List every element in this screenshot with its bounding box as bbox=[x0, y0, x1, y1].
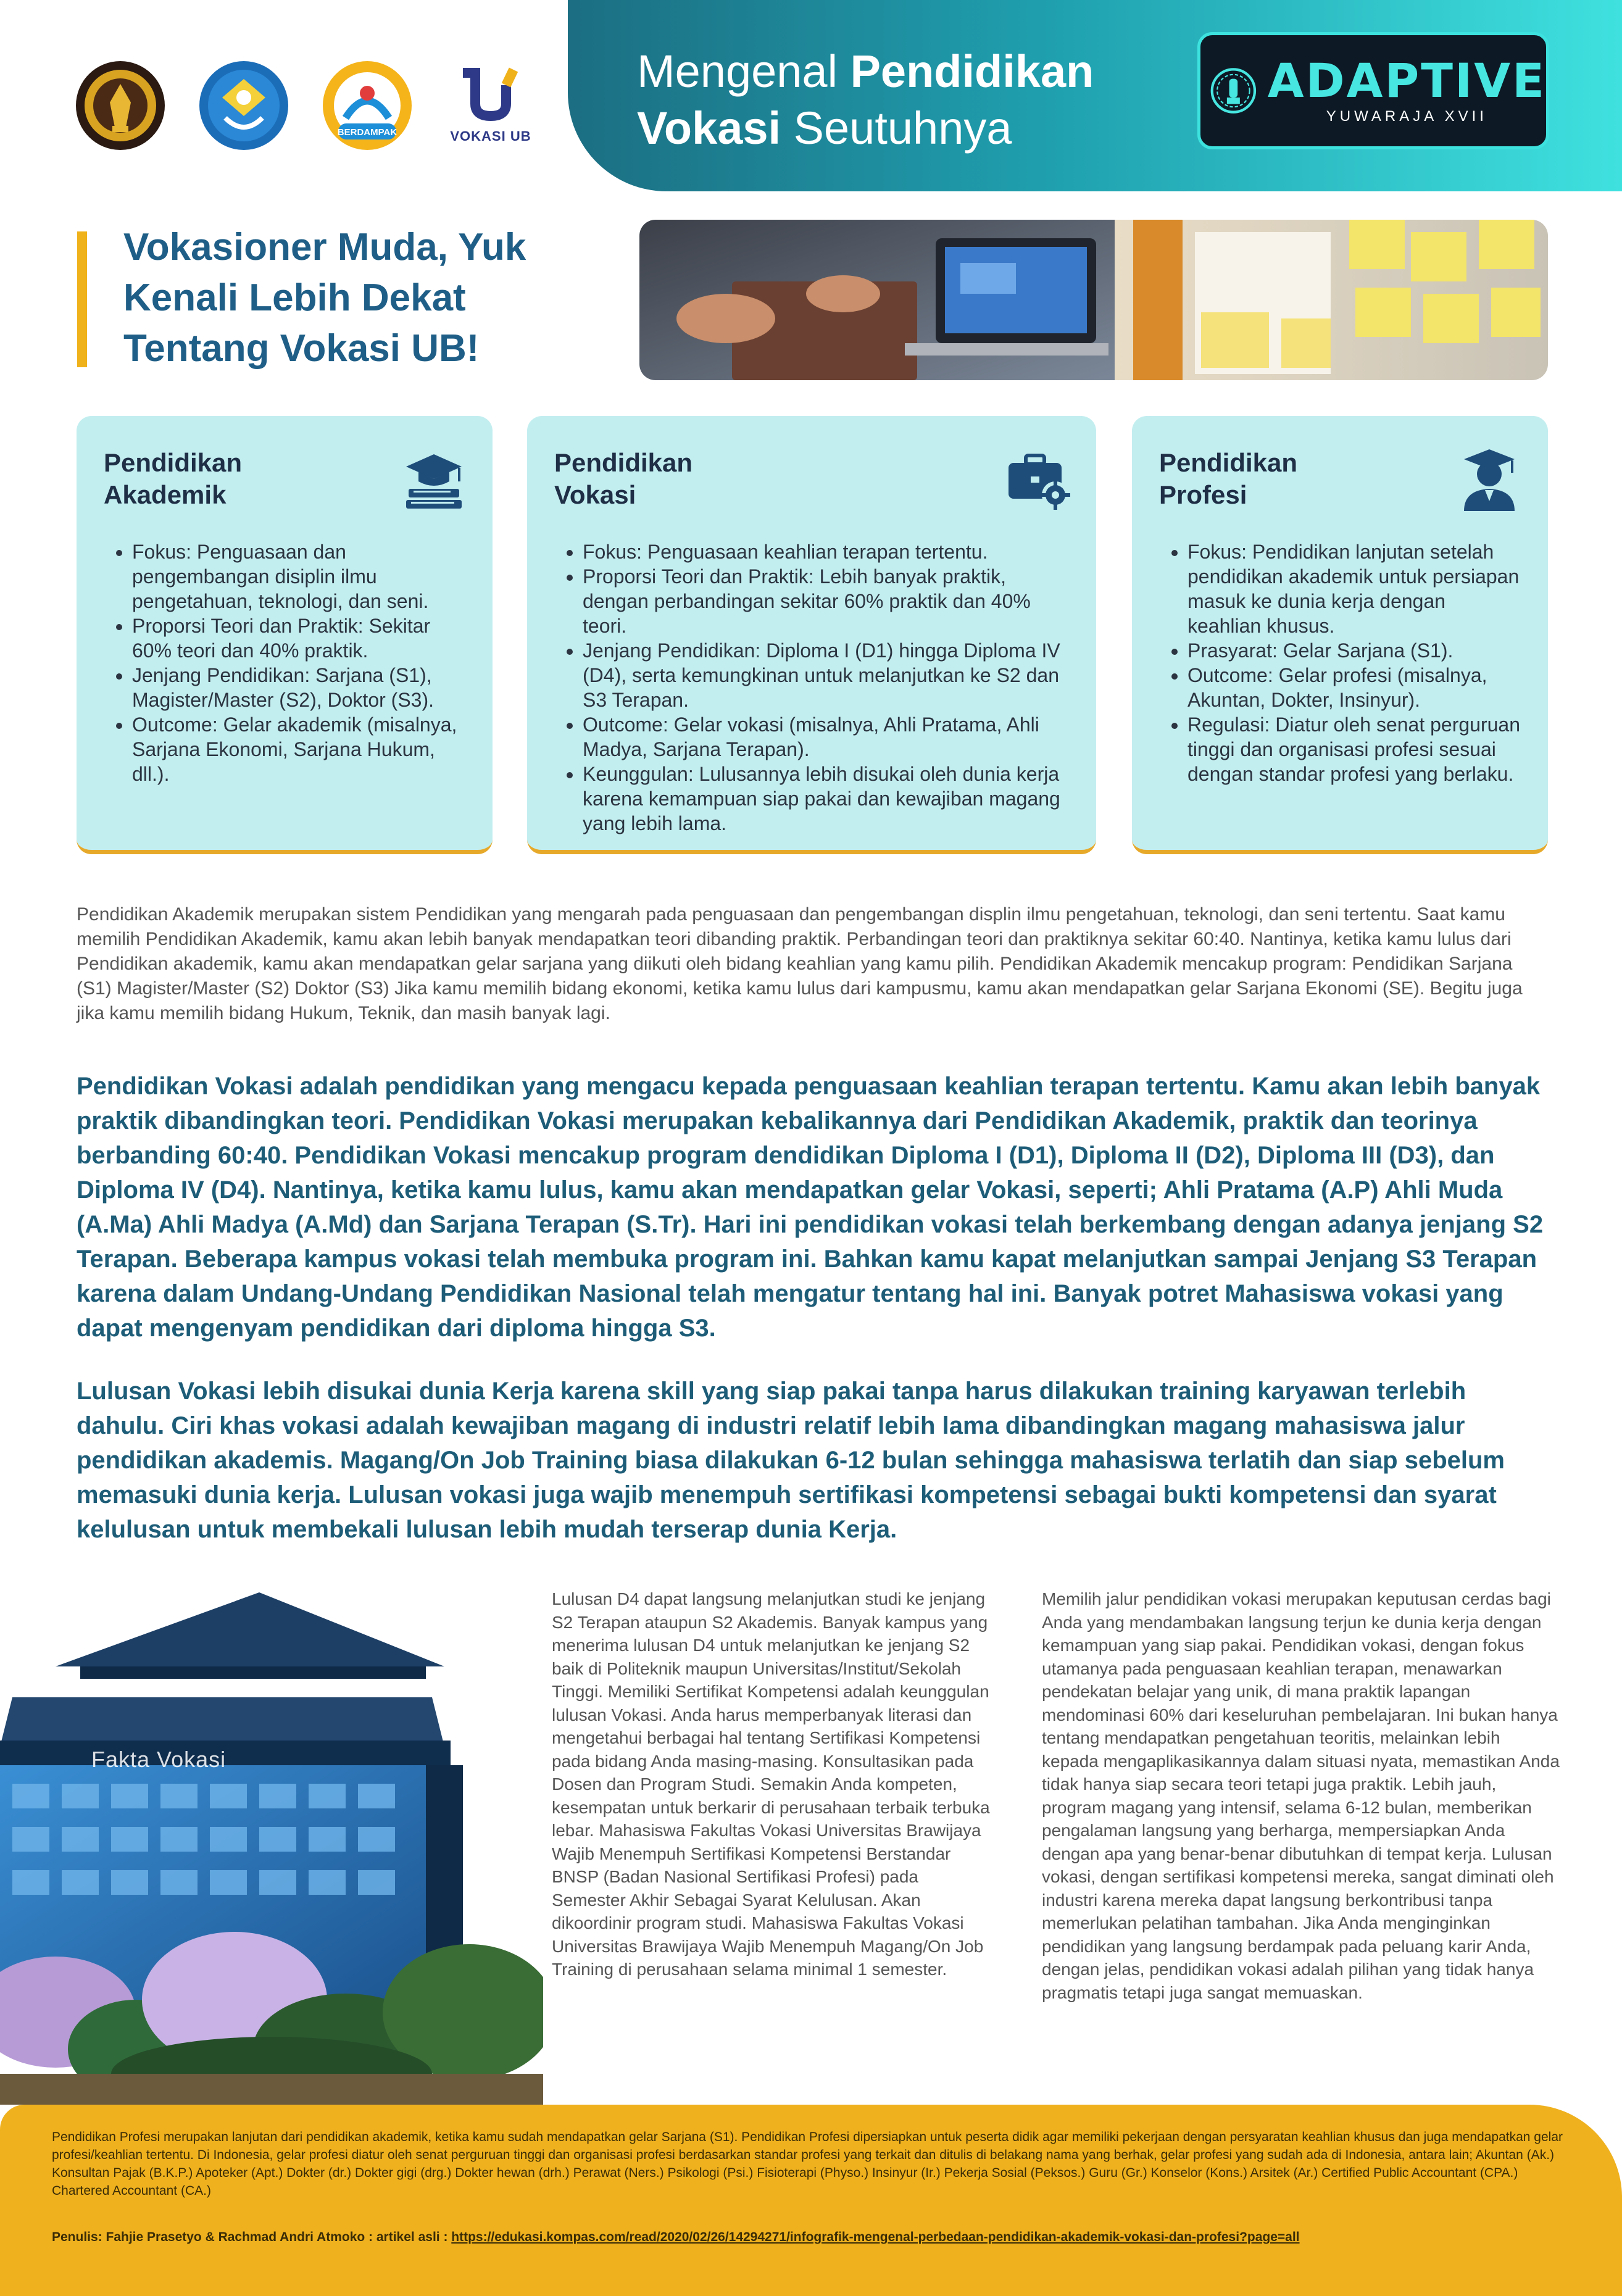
vokasi-u-mark-icon bbox=[457, 67, 525, 128]
diktisaintek-berdampak-logo bbox=[321, 59, 414, 152]
intro-heading: Vokasioner Muda, Yuk Kenali Lebih Dekat Tentang Vokasi UB! bbox=[123, 226, 526, 370]
briefcase-gear-icon bbox=[1004, 446, 1071, 514]
footer-profesi-text: Pendidikan Profesi merupakan lanjutan dari pendidikan akademik, ketika kamu sudah mendapatkan gelar Sarjana (S1). Pendidikan Profesi dipersiapkan untuk peserta didik agar memiliki pekerjaan dengan persyaratan keahlian khusus dan juga mendapatkan gelar profesi/keahlian tertentu. Di Indonesia, gelar profesi diatur oleh senat perguruan tinggi dan organisasi profesi berdasarkan standar profesi yang terkait dan ditulis di belakang nama yang berhak, gelar profesi yang sudah ada di Indonesia, antara lain; Akuntan (Ak.) Konsultan Pajak (B.K.P.) Apoteker (Apt.) Dokter (dr.) Dokter gigi (drg.) Dokter hewan (drh.) Perawat (Ners.) Psikologi (Psi.) Fisioterapi (Physo.) Insinyur (Ir.) Pekerja Sosial (Peksos.) Guru (Gr.) Konselor (Kons.) Arsitek (Ar.) Certified Public Accountant (CPA.) Chartered Accountant (CA.) bbox=[52, 2130, 1563, 2198]
books-graduation-cap-icon bbox=[400, 446, 468, 514]
card-akademik bbox=[77, 416, 493, 854]
intro-accent-bar bbox=[77, 231, 87, 367]
list-item: • Fokus: Penguasaan keahlian terapan tertentu. bbox=[583, 539, 1069, 564]
paragraph-vokasi: Pendidikan Vokasi adalah pendidikan yang mengacu kepada penguasaan keahlian terapan tertentu. Kamu akan lebih banyak praktik dibandingkan teori. Pendidikan Vokasi merupakan kebalikannya dari Pendidikan Akademik, praktik dan teorinya berbanding 60:40. Pendidikan Vokasi mencakup program dendidikan Diploma I (D1), Diploma II (D2), Diploma III (D3), dan Diploma IV (D4). Nantinya, ketika kamu lulus, kamu akan mendapatkan gelar Vokasi, seperti; Ahli Pratama (A.P) Ahli Muda (A.Ma) Ahli Madya (A.Md) dan Sarjana Terapan (S.Tr). Hari ini pendidikan vokasi telah berkembang dengan adanya jenjang S2 Terapan. Beberapa kampus vokasi telah membuka program ini. Bahkan kamu kapat melanjutkan sampai Jenjang S3 Terapan karena dalam Undang-Undang Pendidikan Nasional telah mengatur tentang hal ini. Banyak potret Mahasiswa vokasi yang dapat mengenyam pendidikan dari diploma hingga S3. bbox=[77, 1073, 1544, 1342]
card-title-line1: Pendidikan bbox=[104, 448, 243, 477]
page-title bbox=[637, 43, 1094, 157]
building-illustration bbox=[0, 1580, 543, 2105]
card-title-line2: Vokasi bbox=[554, 480, 636, 509]
vokasi-ub-logo bbox=[444, 59, 537, 152]
card-title-line1: Pendidikan bbox=[1159, 448, 1298, 477]
paragraph-akademik: Pendidikan Akademik merupakan sistem Pendidikan yang mengarah pada penguasaan dan pengembangan displin ilmu pengetahuan, teknologi, dan seni tertentu. Saat kamu memilih Pendidikan Akademik, kamu akan lebih banyak mendapatkan teori dibanding praktik. Perbandingan teori dan praktiknya sekitar 60:40. Nantinya, ketika kamu lulus dari Pendidikan akademik, kamu akan mendapatkan gelar sarjana yang diikuti oleh bidang keahlian yang kamu pilih. Pendidikan Akademik mencakup program: Pendidikan Sarjana (S1) Magister/Master (S2) Doktor (S3) Jika kamu memilih bidang ekonomi, ketika kamu lulus dari kampusmu, kamu akan mendapatkan gelar Sarjana Ekonomi (SE). Begitu juga jika kamu memilih bidang Hukum, Teknik, dan masih banyak lagi. bbox=[77, 904, 1523, 1023]
title-line1-bold: Pendidikan bbox=[850, 46, 1094, 97]
list-item: • Proporsi Teori dan Praktik: Lebih banyak praktik, dengan perbandingan sekitar 60% praktik dan 40% teori. bbox=[583, 564, 1069, 638]
card-list bbox=[1159, 539, 1521, 786]
tut-wuri-emblem-icon bbox=[198, 59, 290, 152]
card-title-line2: Profesi bbox=[1159, 480, 1247, 509]
vokasi-ub-label: VOKASI UB bbox=[450, 128, 531, 144]
adaptive-subtitle: YUWARAJA XVII bbox=[1326, 108, 1487, 125]
adaptive-emblem-icon bbox=[1209, 44, 1258, 137]
list-item: • Fokus: Pendidikan lanjutan setelah pendidikan akademik untuk persiapan masuk ke dunia kerja dengan keahlian khusus. bbox=[1187, 539, 1521, 638]
list-item: • Outcome: Gelar vokasi (misalnya, Ahli Pratama, Ahli Madya, Sarjana Terapan). bbox=[583, 712, 1069, 762]
tut-wuri-handayani-logo bbox=[198, 59, 290, 152]
title-line2-bold: Vokasi bbox=[637, 102, 781, 154]
paragraph-lulusan: Lulusan Vokasi lebih disukai dunia Kerja karena skill yang siap pakai tanpa harus dilakukan training karyawan terlebih dahulu. Ciri khas vokasi adalah kewajiban magang di industri relatif lebih lama dibandingkan magang mahasiswa jalur pendidikan akademis. Magang/On Job Training biasa dilakukan 6-12 bulan sehingga mahasiswa terlatih dan siap sebelum memasuki dunia kerja. Lulusan vokasi juga wajib menempuh sertifikasi kompetensi sebagai bukti kompetensi dan syarat kelulusan untuk membekali lulusan lebih mudah terserap dunia Kerja. bbox=[77, 1378, 1505, 1543]
graduate-icon bbox=[1455, 446, 1523, 514]
title-line2-regular: Seutuhnya bbox=[781, 102, 1012, 154]
diktisaintek-emblem-icon bbox=[321, 59, 414, 152]
list-item: • Fokus: Penguasaan dan pengembangan disiplin ilmu pengetahuan, teknologi, dan seni. bbox=[132, 539, 465, 614]
card-title-line2: Akademik bbox=[104, 480, 227, 509]
partner-logos bbox=[74, 59, 537, 152]
footer-credit bbox=[52, 2228, 1300, 2246]
list-item: • Proporsi Teori dan Praktik: Sekitar 60% teori dan 40% praktik. bbox=[132, 614, 465, 663]
card-list bbox=[104, 539, 465, 786]
fakta-vokasi-label: Fakta Vokasi bbox=[91, 1747, 227, 1772]
list-item: • Jenjang Pendidikan: Diploma I (D1) hingga Diploma IV (D4), serta kemungkinan untuk melanjutkan ke S2 dan S3 Terapan. bbox=[583, 638, 1069, 712]
title-line1-regular: Mengenal bbox=[637, 46, 851, 97]
list-item: • Outcome: Gelar profesi (misalnya, Akuntan, Dokter, Insinyur). bbox=[1187, 663, 1521, 712]
card-list bbox=[554, 539, 1069, 836]
fakta-column-right: Memilih jalur pendidikan vokasi merupakan keputusan cerdas bagi Anda yang mendambakan langsung terjun ke dunia kerja dengan kemampuan yang siap pakai. Pendidikan vokasi, dengan fokus utamanya pada penguasaan keahlian terapan, menawarkan pendekatan belajar yang unik, di mana praktik lapangan mendominasi 60% dari keseluruhan pembelajaran. Ini bukan hanya tentang mendapatkan pengetahuan teoritis, melainkan lebih kepada mengaplikasikannya dalam situasi nyata, memastikan Anda tidak hanya siap secara teori tetapi juga praktik. Lebih jauh, program magang yang intensif, selama 6-12 bulan, memberikan pengalaman langsung yang berharga, mempersiapkan Anda dengan apa yang benar-benar dibutuhkan di tempat kerja. Lulusan vokasi, dengan sertifikasi kompetensi mereka, sangat diminati oleh industri karena mereka dapat langsung berkontribusi tanpa memerlukan pelatihan tambahan. Jika Anda menginginkan pendidikan yang langsung berdampak pada peluang karir Anda, dengan jelas, pendidikan vokasi adalah pilihan yang tidak hanya pragmatis tetapi juga sangat memuaskan. bbox=[1042, 1589, 1560, 2002]
list-item: • Keunggulan: Lulusannya lebih disukai oleh dunia kerja karena kemampuan siap pakai dan kewajiban magang yang lebih lama. bbox=[583, 762, 1069, 836]
source-article-link[interactable]: https://edukasi.kompas.com/read/2020/02/26/14294271/infografik-mengenal-perbedaan-pendidikan-akademik-vokasi-dan-profesi?page=all bbox=[451, 2230, 1300, 2244]
card-vokasi bbox=[527, 416, 1096, 854]
list-item: • Jenjang Pendidikan: Sarjana (S1), Magister/Master (S2), Doktor (S3). bbox=[132, 663, 465, 712]
card-title bbox=[554, 447, 1069, 511]
universitas-brawijaya-logo bbox=[74, 59, 167, 152]
brawijaya-seal-icon bbox=[74, 59, 167, 152]
credit-prefix: Penulis: Fahjie Prasetyo & Rachmad Andri Atmoko : artikel asli : bbox=[52, 2230, 452, 2244]
berdampak-label: BERDAMPAK bbox=[337, 127, 397, 138]
card-profesi bbox=[1132, 416, 1548, 854]
hero-photo-illustration bbox=[639, 220, 1548, 380]
list-item: • Prasyarat: Gelar Sarjana (S1). bbox=[1187, 638, 1521, 663]
adaptive-badge bbox=[1197, 32, 1549, 149]
hero-photo bbox=[639, 220, 1548, 380]
adaptive-wordmark: ADAPTIVE bbox=[1267, 53, 1546, 108]
list-item: • Outcome: Gelar akademik (misalnya, Sarjana Ekonomi, Sarjana Hukum, dll.). bbox=[132, 712, 465, 786]
list-item: • Regulasi: Diatur oleh senat perguruan tinggi dan organisasi profesi sesuai dengan standar profesi yang berlaku. bbox=[1187, 712, 1521, 786]
fakta-column-left: Lulusan D4 dapat langsung melanjutkan studi ke jenjang S2 Terapan ataupun S2 Akademis. Banyak kampus yang menerima lulusan D4 untuk melanjutkan ke jenjang S2 baik di Politeknik maupun Universitas/Institut/Sekolah Tinggi. Memiliki Sertifikat Kompetensi adalah keunggulan lulusan Vokasi. Anda harus memperbanyak literasi dan mengetahui berbagai hal tentang Sertifikasi Kompetensi pada bidang Anda masing-masing. Konsultasikan pada Dosen dan Program Studi. Semakin Anda kompeten, kesempatan untuk berkarir di perusahaan terbaik terbuka lebar. Mahasiswa Fakultas Vokasi Universitas Brawijaya Wajib Menempuh Sertifikasi Kompetensi Berstandar BNSP (Badan Nasional Sertifikasi Profesi) pada Semester Akhir Sebagai Syarat Kelulusan. Akan dikoordinir program studi. Mahasiswa Fakultas Vokasi Universitas Brawijaya Wajib Menempuh Magang/On Job Training di perusahaan selama minimal 1 semester. bbox=[552, 1589, 990, 1979]
card-title-line1: Pendidikan bbox=[554, 448, 693, 477]
